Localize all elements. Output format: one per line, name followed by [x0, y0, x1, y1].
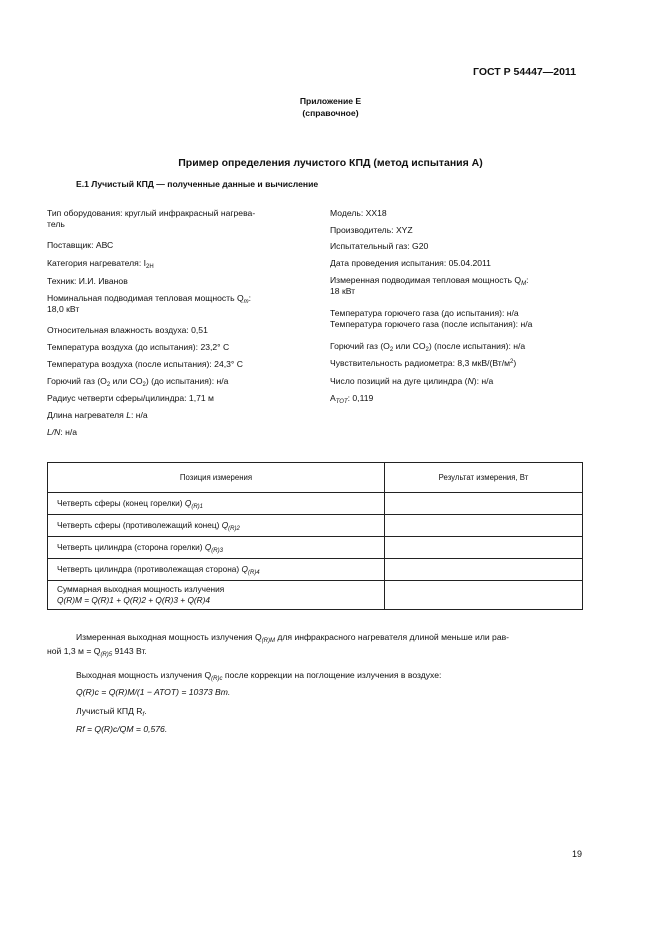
column-header-position: Позиция измерения [48, 463, 385, 493]
section-heading: Е.1 Лучистый КПД — полученные данные и вычисление [76, 179, 319, 189]
equipment-type-line1: Тип оборудования: круглый инфракрасный нагрева- [47, 208, 256, 218]
measured-power-value: 18 кВт [330, 286, 356, 296]
row-label: Четверть цилиндра (сторона горелки) $Q_{(R)3}$ [48, 537, 385, 559]
test-gas: Испытательный газ: G20 [330, 241, 429, 251]
a-tot: $A_{TOT}$: 0,119 [330, 393, 374, 405]
row-value [385, 559, 583, 581]
relative-humidity: Относительная влажность воздуха: 0,51 [47, 325, 208, 335]
total-value [385, 581, 583, 610]
air-temp-before: Температура воздуха (до испытания): 23,2° С [47, 342, 230, 352]
row-label: Четверть сферы (противолежащий конец) $Q_{(R)2}$ [48, 515, 385, 537]
table-row [48, 559, 583, 581]
document-standard-id: ГОСТ Р 54447—2011 [473, 66, 577, 78]
test-date: Дата проведения испытания: 05.04.2011 [330, 258, 491, 268]
equipment-type-line2: тель [47, 219, 65, 229]
row-label: Четверть цилиндра (противолежащая сторона) $Q_{(R)4}$ [48, 559, 385, 581]
total-formula: Q(R)M = Q(R)1 + Q(R)2 + Q(R)3 + Q(R)4 [57, 595, 211, 605]
nominal-power-label: Номинальная подводимая тепловая мощность $Q_m$: [47, 293, 252, 305]
cylinder-positions: Число позиций на дуге цилиндра (N): н/а [330, 376, 494, 386]
row-value [385, 537, 583, 559]
supplier: Поставщик: АВС [47, 240, 114, 250]
formula-corrected-output: Q(R)c = Q(R)M/(1 − ATOT) = 10373 Вт. [76, 687, 231, 697]
flue-gas-after: Горючий газ ($O_2$ или $CO_2$) (после испытания): н/а [330, 341, 526, 353]
table-row [48, 537, 583, 559]
row-label: Четверть сферы (конец горелки) $Q_{(R)1}$ [48, 493, 385, 515]
page-title: Пример определения лучистого КПД (метод испытания А) [178, 157, 483, 169]
air-temp-after: Температура воздуха (после испытания): 24,3° С [47, 359, 243, 369]
manufacturer: Производитель: XYZ [330, 225, 413, 235]
radiant-efficiency-label: Лучистый КПД $R_f$. [76, 706, 147, 718]
column-header-result: Результат измерения, Вт [385, 463, 583, 493]
heater-length: Длина нагревателя L: н/а [47, 410, 148, 420]
appendix-name: Приложение Е [299, 96, 362, 106]
gas-temp-after: Температура горючего газа (после испытания): н/а [330, 319, 533, 329]
heater-category: Категория нагревателя: $I_{2H}$ [47, 258, 154, 270]
table-row [48, 515, 583, 537]
paragraph-measured-output-cont: ной 1,3 $м = Q_{(R)5}$ 9143 Вт. [47, 646, 147, 658]
table-row [48, 493, 583, 515]
sphere-radius: Радиус четверти сферы/цилиндра: 1,71 м [47, 393, 214, 403]
total-label: Суммарная выходная мощность излучения Q(R)M = Q(R)1 + Q(R)2 + Q(R)3 + Q(R)4 [48, 581, 385, 610]
row-value [385, 493, 583, 515]
paragraph-measured-output: Измеренная выходная мощность излучения $Q_{(R)M}$ для инфракрасного нагревателя длиной меньше или рав- [76, 632, 510, 644]
formula-radiant-efficiency: Rf = Q(R)c/QM = 0,576. [76, 724, 168, 734]
table-header-row [48, 463, 583, 493]
row-value [385, 515, 583, 537]
nominal-power-value: 18,0 кВт [47, 304, 80, 314]
l-over-n: L/N: н/а [47, 427, 78, 437]
model: Модель: XX18 [330, 208, 387, 218]
measured-power-label: Измеренная подводимая тепловая мощность $Q_M$: [330, 275, 529, 287]
technician: Техник: И.И. Иванов [47, 276, 128, 286]
paragraph-corrected-output: Выходная мощность излучения $Q_{(R)c}$ после коррекции на поглощение излучения в воздухе: [76, 670, 442, 682]
measurement-table [47, 462, 583, 610]
radiometer-sensitivity: Чувствительность радиометра: 8,3 мкВ/$(Вт/м^2)$ [330, 358, 517, 368]
flue-gas-before: Горючий газ ($O_2$ или $CO_2$) (до испытания): н/а [47, 376, 229, 388]
table-row-total [48, 581, 583, 610]
appendix-kind: (справочное) [302, 108, 359, 118]
gas-temp-before: Температура горючего газа (до испытания): н/а [330, 308, 519, 318]
page-number: 19 [572, 849, 583, 859]
